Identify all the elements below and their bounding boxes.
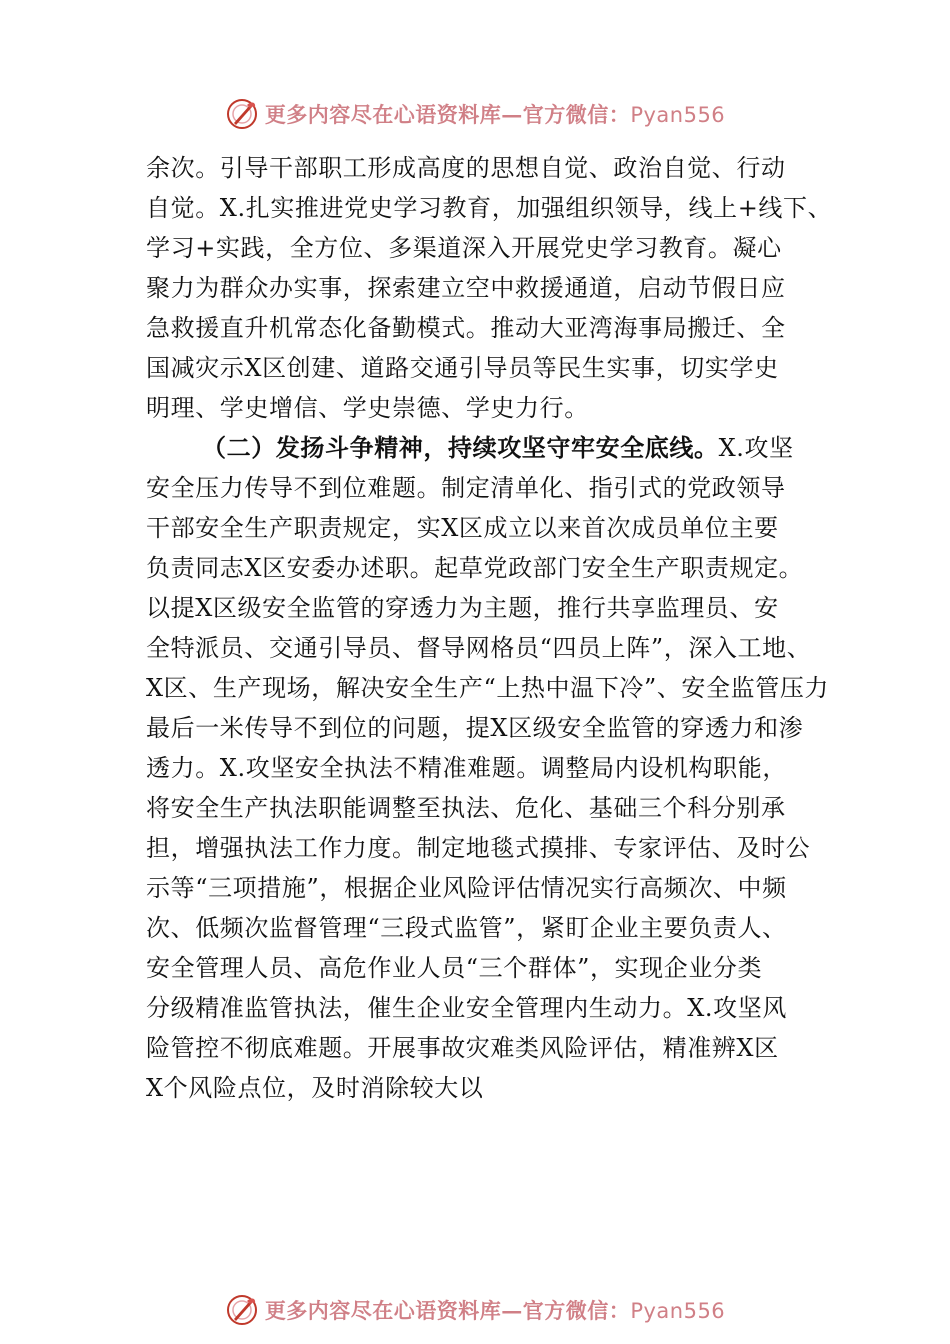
header-banner (0, 92, 950, 136)
quill-seal-icon (225, 1293, 259, 1327)
section-heading: （二）发扬斗争精神，持续攻坚守牢安全底线。 (202, 433, 719, 462)
text-line: 全特派员、交通引导员、督导网格员“四员上阵”，深入工地、 (146, 634, 812, 662)
text-line: X区、生产现场，解决安全生产“上热中温下冷”、安全监管压力 (146, 674, 830, 702)
text-line: 急救援直升机常态化备勤模式。推动大亚湾海事局搬迁、全 (146, 314, 786, 342)
quill-seal-icon (225, 97, 259, 131)
text-line: 担，增强执法工作力度。制定地毯式摸排、专家评估、及时公 (146, 834, 811, 862)
text-line: 聚力为群众办实事，探索建立空中救援通道，启动节假日应 (146, 274, 786, 302)
text-line: 余次。引导干部职工形成高度的思想自觉、政治自觉、行动 (146, 154, 786, 182)
header-banner-text: 更多内容尽在心语资料库—官方微信：Pyan556 (264, 102, 726, 127)
text-line: X个风险点位，及时消除较大以 (146, 1074, 484, 1102)
text-line: 国减灾示X区创建、道路交通引导员等民生实事，切实学史 (146, 354, 779, 382)
text-line: 负责同志X区安委办述职。起草党政部门安全生产职责规定。 (146, 554, 804, 582)
text-line: 最后一米传导不到位的问题，提X区级安全监管的穿透力和渗 (146, 714, 804, 742)
text-line: 干部安全生产职责规定，实X区成立以来首次成员单位主要 (146, 514, 779, 542)
text-line: 分级精准监管执法，催生企业安全管理内生动力。X.攻坚风 (146, 994, 787, 1022)
text-line: 透力。X.攻坚安全执法不精准难题。调整局内设机构职能， (146, 754, 787, 782)
text-line: 将安全生产执法职能调整至执法、危化、基础三个科分别承 (146, 794, 786, 822)
text-line: 自觉。X.扎实推进党史学习教育，加强组织领导，线上+线下、 (146, 194, 833, 222)
section-heading-line (146, 428, 836, 468)
text-line: 安全压力传导不到位难题。制定清单化、指引式的党政领导 (146, 474, 786, 502)
document-body (146, 148, 836, 1108)
text-line: 安全管理人员、高危作业人员“三个群体”，实现企业分类 (146, 954, 763, 982)
text-line: 学习+实践，全方位、多渠道深入开展党史学习教育。凝心 (146, 234, 782, 262)
text-line: 次、低频次监督管理“三段式监管”，紧盯企业主要负责人、 (146, 914, 787, 942)
footer-banner (0, 1288, 950, 1332)
text-line: 以提X区级安全监管的穿透力为主题，推行共享监理员、安 (146, 594, 779, 622)
text-line: 险管控不彻底难题。开展事故灾难类风险评估，精准辨X区 (146, 1034, 779, 1062)
footer-banner-text: 更多内容尽在心语资料库—官方微信：Pyan556 (264, 1298, 726, 1323)
text-line: 示等“三项措施”，根据企业风险评估情况实行高频次、中频 (146, 874, 787, 902)
section-heading-continuation: X.攻坚 (718, 434, 794, 462)
text-line: 明理、学史增信、学史崇德、学史力行。 (146, 394, 589, 422)
